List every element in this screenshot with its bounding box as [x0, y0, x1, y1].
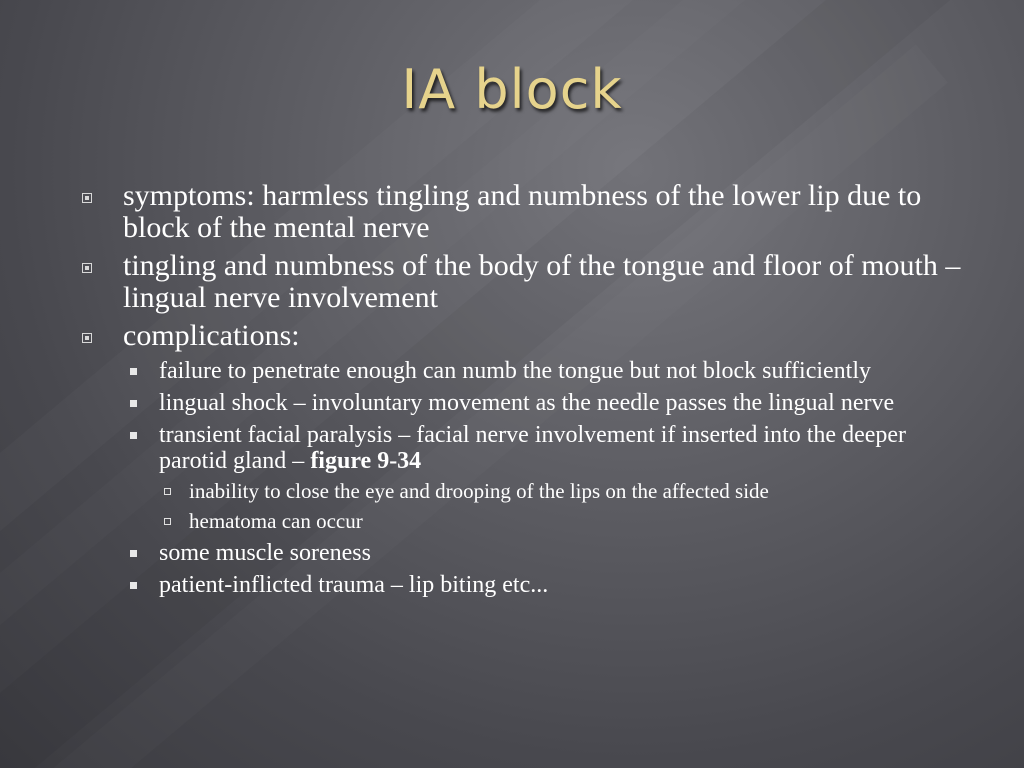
boxed-square-bullet-icon	[82, 193, 92, 203]
bullet-text: tingling and numbness of the body of the tongue and floor of mouth – lingual nerve involvement	[123, 249, 961, 314]
filled-square-bullet-icon	[130, 582, 137, 589]
sub-bullet-text: patient-inflicted trauma – lip biting etc...	[159, 572, 549, 598]
sub-bullet-text: lingual shock – involuntary movement as the needle passes the lingual nerve	[159, 390, 895, 416]
bullet-text: symptoms: harmless tingling and numbness of the lower lip due to block of the mental nerve	[123, 179, 922, 244]
sub-bullet-lip-biting	[128, 572, 962, 598]
sub-sub-bullet-hematoma	[163, 510, 962, 532]
slide-title: IA block	[401, 58, 623, 121]
sub-bullet-text: some muscle soreness	[159, 540, 371, 566]
sub-bullet-text: transient facial paralysis – facial nerve involvement if inserted into the deeper parotid gland –	[159, 422, 907, 474]
sub-bullet-failure-to-penetrate	[128, 358, 962, 384]
sub-bullet-lingual-shock	[128, 390, 962, 416]
filled-square-bullet-icon	[130, 550, 137, 557]
sub-sub-bullet-text: inability to close the eye and drooping of the lips on the affected side	[189, 479, 769, 503]
filled-square-bullet-icon	[130, 368, 137, 375]
sub-sub-bullet-text: hematoma can occur	[189, 509, 363, 533]
sub-bullet-muscle-soreness	[128, 540, 962, 566]
boxed-square-bullet-icon	[82, 333, 92, 343]
sub-bullet-facial-paralysis	[128, 422, 962, 474]
sub-bullet-text: failure to penetrate enough can numb the tongue but not block sufficiently	[159, 358, 872, 384]
filled-square-bullet-icon	[130, 400, 137, 407]
filled-square-bullet-icon	[130, 432, 137, 439]
bullet-tongue-numbness	[82, 250, 962, 314]
bullet-symptoms	[82, 180, 962, 244]
hollow-square-bullet-icon	[164, 488, 171, 495]
hollow-square-bullet-icon	[164, 518, 171, 525]
figure-reference: figure 9-34	[310, 448, 422, 474]
boxed-square-bullet-icon	[82, 263, 92, 273]
bullet-complications	[82, 320, 962, 352]
bullet-text: complications:	[123, 319, 300, 352]
slide-body	[82, 180, 962, 604]
sub-sub-bullet-eye-closure	[163, 480, 962, 502]
